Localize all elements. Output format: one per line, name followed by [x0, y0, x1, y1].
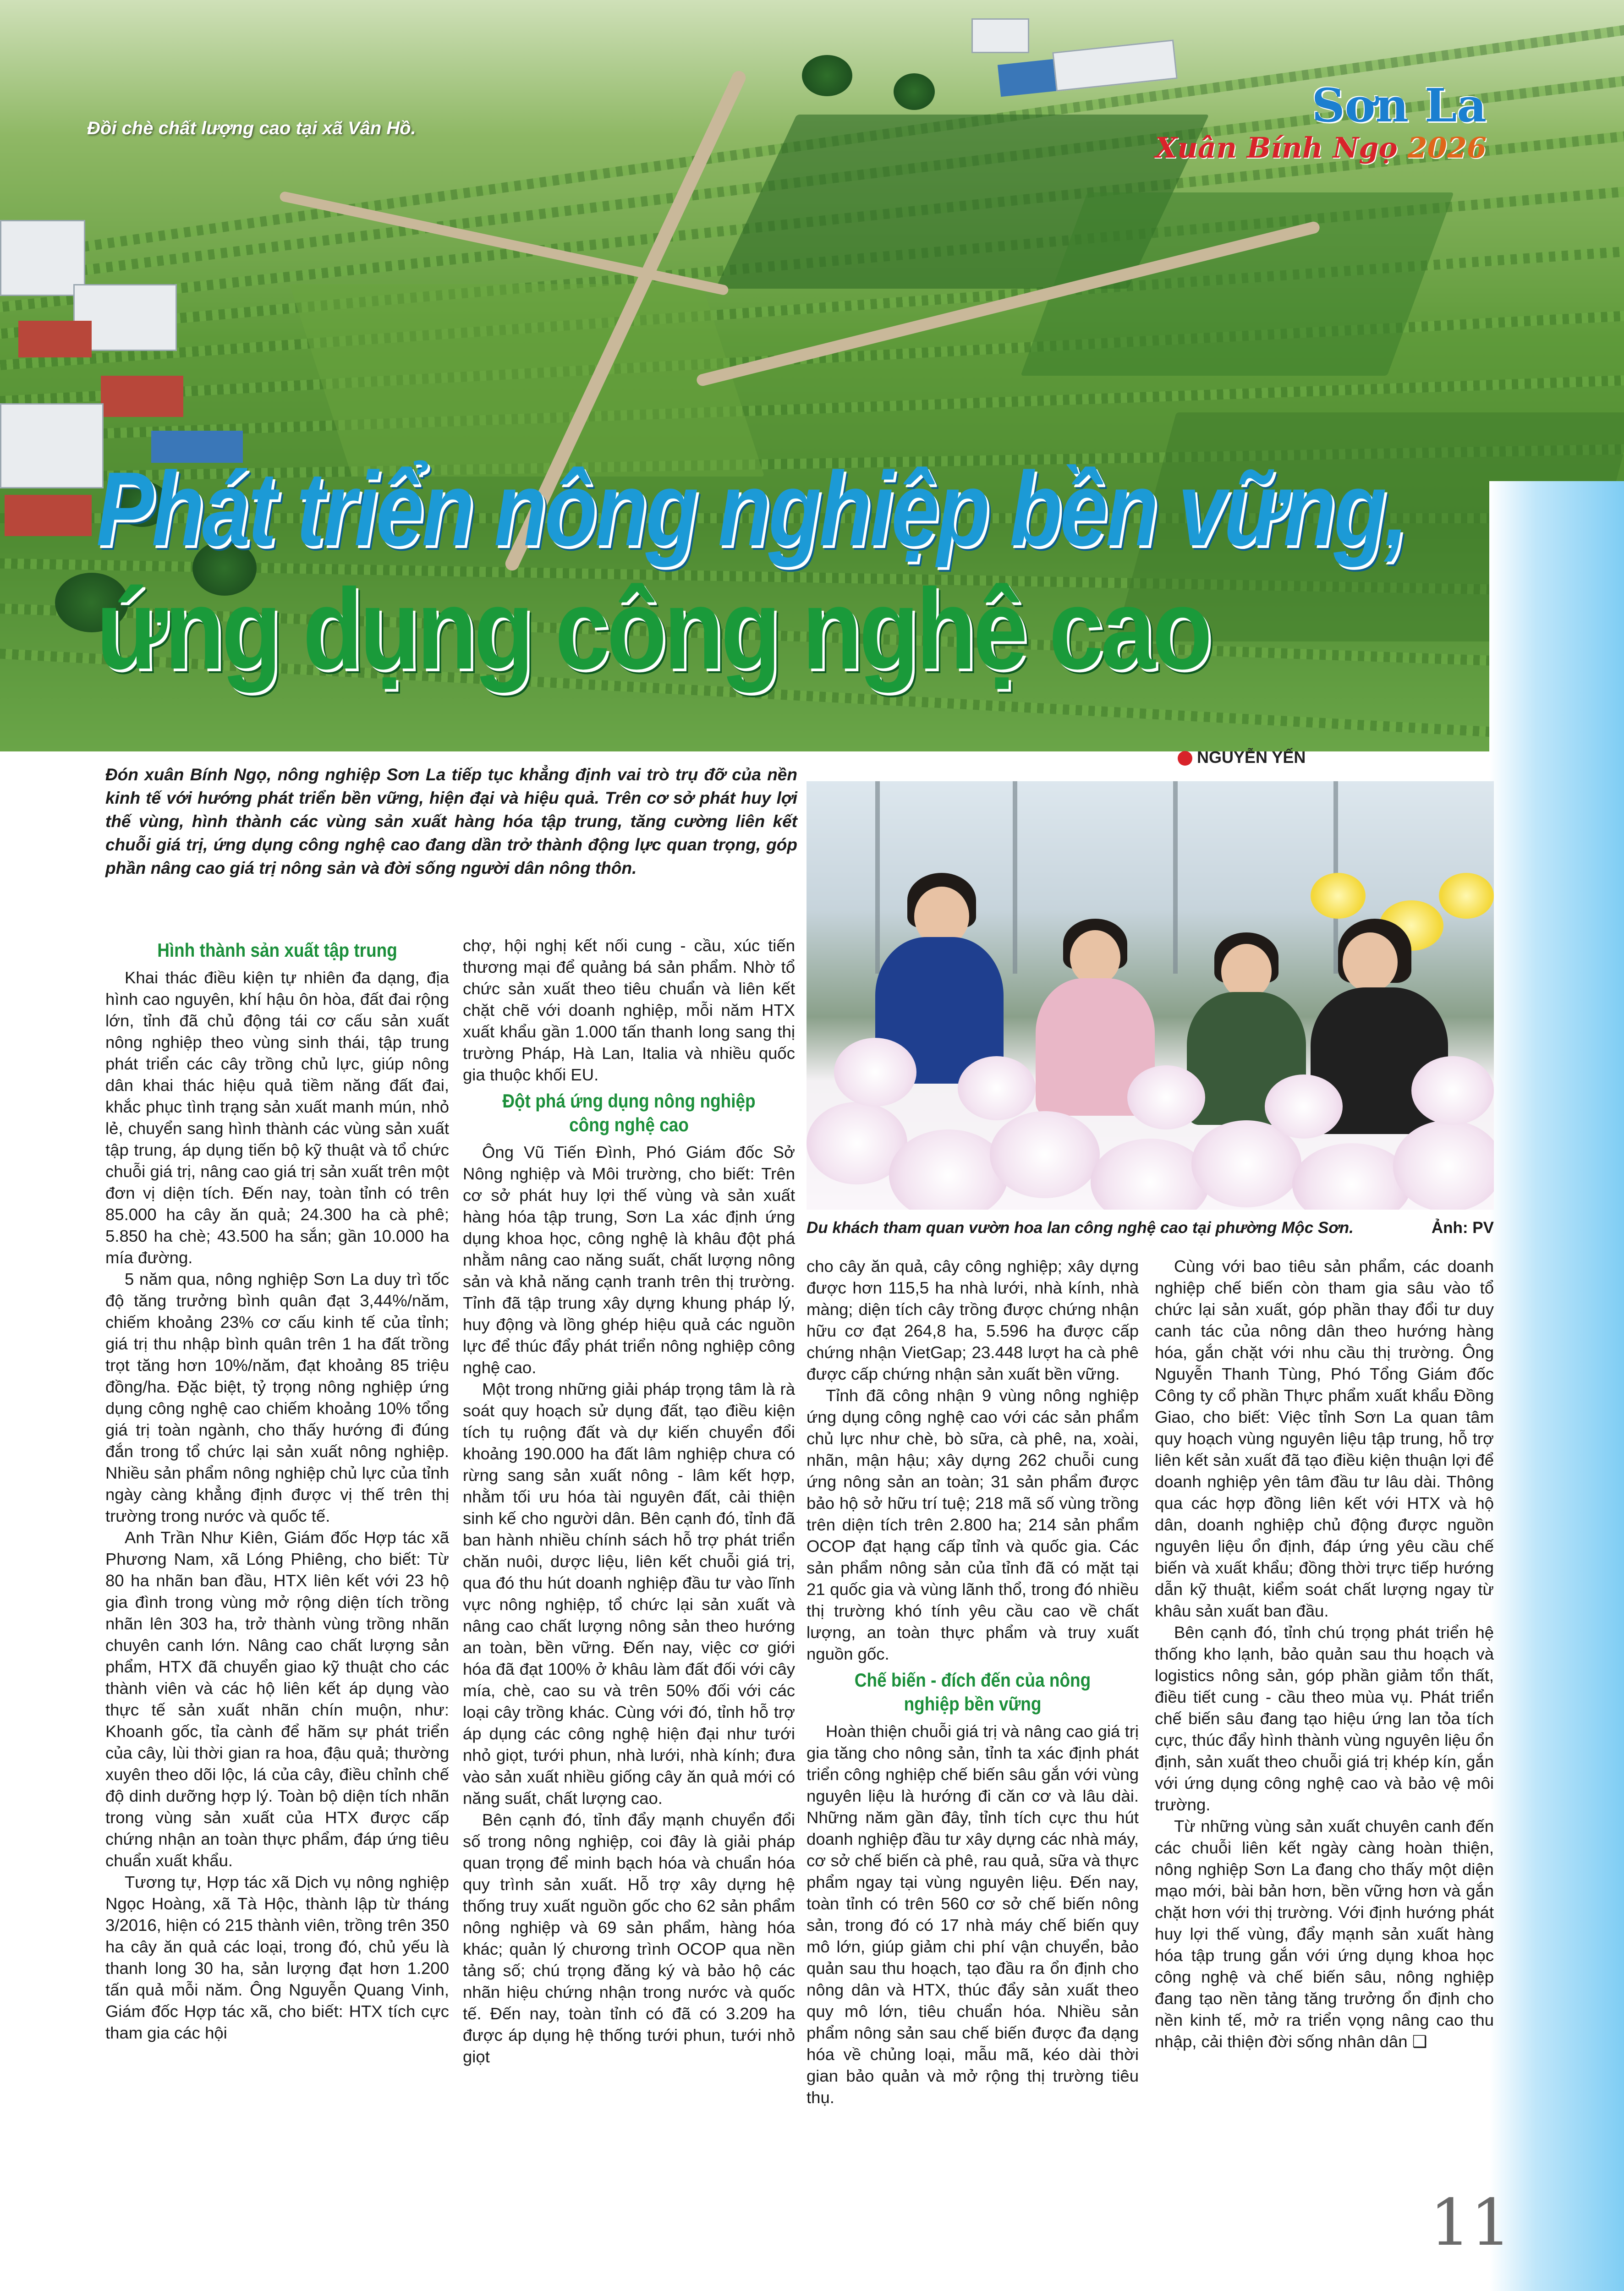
photo-caption — [807, 1219, 1494, 1237]
paragraph: Ông Vũ Tiến Đình, Phó Giám đốc Sở Nông nghiệp và Môi trường, cho biết: Trên cơ sở phát huy lợi thế vùng và sản xuất hàng hóa tập trung, Sơn La xác định ứng dụng khoa học, công nghệ là khâu đột phá nhằm nâng cao năng suất, chất lượng nông sản và khả năng cạnh tranh trên thị trường. Tỉnh đã tập trung xây dựng khung pháp lý, huy động và lồng ghép hiệu quả các nguồn lực để thúc đẩy phát triển nông nghiệp công nghệ cao. — [463, 1143, 795, 1377]
headline-line-1: Phát triển nông nghiệp bền vững, — [96, 450, 1406, 568]
section-heading: Đột phá ứng dụng nông nghiệp công nghệ cao — [502, 1090, 756, 1135]
paragraph: Một trong những giải pháp trọng tâm là rà soát quy hoạch sử dụng đất, tạo điều kiện tích tụ ruộng đất và dự kiến chuyển đổi khoảng 190.000 ha đất lâm nghiệp chưa có rừng sang sản xuất nông - lâm kết hợp, nhằm tối ưu hóa tài nguyên đất, cải thiện sinh kế cho người dân. Bên cạnh đó, tỉnh đã ban hành nhiều chính sách hỗ trợ phát triển chăn nuôi, dược liệu, liên kết chuỗi giá trị, qua đó thu hút doanh nghiệp đầu tư vào lĩnh vực nông nghiệp, tổ chức lại sản xuất và nâng cao chất lượng nông sản theo hướng an toàn, bền vững. Đến nay, việc cơ giới hóa đã đạt 100% ở khâu làm đất đối với cây mía, chè, cao su và trên 50% đối với các loại cây trồng khác. Cùng với đó, tỉnh hỗ trợ áp dụng các công nghệ hiện đại như tưới nhỏ giọt, tưới phun, nhà lưới, nhà kính; đưa vào sản xuất nhiều giống cây ăn quả mới có năng suất, chất lượng cao. — [463, 1380, 795, 1808]
paragraph: Từ những vùng sản xuất chuyên canh đến các chuỗi liên kết ngày càng hoàn thiện, nông nghiệp Sơn La đang cho thấy một diện mạo mới, bài bản hơn, bền vững hơn và gắn chặt hơn với thị trường. Với định hướng phát huy lợi thế vùng, đẩy mạnh sản xuất hàng hóa tập trung gắn với ứng dụng khoa học công nghệ và chế biến sâu, nông nghiệp đang tạo nền tảng tăng trưởng ổn định cho nền kinh tế, mở ra triển vọng nâng cao thu nhập, cải thiện đời sống nhân dân ❑ — [1155, 1817, 1494, 2051]
section-heading: Hình thành sản xuất tập trung — [157, 939, 397, 961]
paragraph: Hoàn thiện chuỗi giá trị và nâng cao giá trị gia tăng cho nông sản, tỉnh ta xác định phát triển công nghiệp chế biến sâu gắn với vùng nguyên liệu là hướng đi căn cơ và lâu dài. Những năm gần đây, tỉnh tích cực thu hút doanh nghiệp đầu tư xây dựng các nhà máy, cơ sở chế biến cà phê, rau quả, sữa và thực phẩm ngay tại vùng nguyên liệu. Đến nay, toàn tỉnh có trên 560 cơ sở chế biến nông sản, trong đó có 17 nhà máy chế biến quy mô lớn, giúp giảm chi phí vận chuyển, bảo quản sau thu hoạch, tạo đầu ra ổn định cho nông dân và HTX, thúc đẩy sản xuất theo quy mô lớn, tiêu chuẩn hóa. Nhiều sản phẩm nông sản sau chế biến được đa dạng hóa về chủng loại, mẫu mã, kéo dài thời gian bảo quản và mở rộng thị trường tiêu thụ. — [807, 1722, 1139, 2107]
side-decor-band — [1489, 481, 1624, 2291]
paragraph: Khai thác điều kiện tự nhiên đa dạng, địa hình cao nguyên, khí hậu ôn hòa, đất đai rộng lớn, tỉnh đã chủ động tái cơ cấu sản xuất nông nghiệp theo vùng sinh thái, tập trung phát triển các cây trồng chủ lực, giúp nông dân khai thác hiệu quả tiềm năng đất đai, khắc phục tình trạng sản xuất manh mún, nhỏ lẻ, chuyển sang hình thành các vùng sản xuất tập trung, áp dụng tiến bộ kỹ thuật và tổ chức chuỗi giá trị, nâng cao giá trị sản xuất trên một đơn vị diện tích. Đến nay, toàn tỉnh có trên 85.000 ha cây ăn quả; 24.300 ha cà phê; 5.850 ha chè; 43.500 ha sắn; gần 10.000 ha mía đường. — [105, 968, 449, 1267]
paragraph: cho cây ăn quả, cây công nghiệp; xây dựng được hơn 115,5 ha nhà lưới, nhà kính, nhà màng; diện tích cây trồng được chứng nhận hữu cơ đạt 264,8 ha, 5.596 ha được cấp chứng nhận VietGap; 23.448 lượt ha cà phê được cấp chứng nhận sản xuất bền vững. — [807, 1257, 1139, 1383]
brand-name: Sơn La — [1311, 78, 1487, 132]
brand-sub-text: Xuân Bính Ngọ — [1155, 131, 1398, 164]
brand-masthead — [1155, 78, 1487, 164]
paragraph: Cùng với bao tiêu sản phẩm, các doanh nghiệp chế biến còn tham gia sâu vào tổ chức lại sản xuất, góp phần thay đổi tư duy canh tác của nông dân theo hướng hàng hóa, gắn chặt với nhu cầu thị trường. Ông Nguyễn Thanh Tùng, Phó Tổng Giám đốc Công ty cổ phần Thực phẩm xuất khẩu Đồng Giao, cho biết: Việc tỉnh Sơn La quan tâm quy hoạch vùng nguyên liệu tập trung, hỗ trợ liên kết sản xuất đã tạo điều kiện thuận lợi để doanh nghiệp yên tâm đầu tư lâu dài. Thông qua các hợp đồng liên kết với HTX và hộ dân, doanh nghiệp chủ động được nguồn nguyên liệu ổn định, đáp ứng yêu cầu chế biến và xuất khẩu; đồng thời trực tiếp hướng dẫn kỹ thuật, kiểm soát chất lượng ngay từ khâu sản xuất ban đầu. — [1155, 1257, 1494, 1620]
paragraph: Anh Trần Như Kiên, Giám đốc Hợp tác xã Phương Nam, xã Lóng Phiêng, cho biết: Từ 80 ha nhãn ban đầu, HTX liên kết với 23 hộ gia đình trong vùng mở rộng diện tích trồng nhãn lên 303 ha, trở thành vùng trồng nhãn chuyên canh lớn. Nâng cao chất lượng sản phẩm, HTX đã chuyển giao kỹ thuật cho các thành viên và các hộ liên kết áp dụng vào thực tế sản xuất nhãn chín muộn, như: Khoanh gốc, tỉa cành để hãm sự phát triển của cây, lùi thời gian ra hoa, đậu quả; thường xuyên theo dõi lộc, lá của cây, điều chỉnh chế độ dinh dưỡng hợp lý. Toàn bộ diện tích nhãn trong vùng sản xuất của HTX được cấp chứng nhận an toàn thực phẩm, đáp ứng tiêu chuẩn xuất khẩu. — [105, 1528, 449, 1870]
article-column-1 — [105, 935, 449, 2044]
author-name: NGUYỄN YẾN — [1197, 748, 1306, 767]
paragraph: Tỉnh đã công nhận 9 vùng nông nghiệp ứng dụng công nghệ cao với các sản phẩm chủ lực như chè, bò sữa, cà phê, na, xoài, nhãn, mận hậu; xây dựng 262 chuỗi cung ứng nông sản an toàn; 31 sản phẩm được bảo hộ sở hữu trí tuệ; 218 mã số vùng trồng trên diện tích trên 2.800 ha; 214 sản phẩm OCOP đạt hạng cấp tỉnh và quốc gia. Các sản phẩm nông sản của tỉnh đã có mặt tại 21 quốc gia và vùng lãnh thổ, trong đó nhiều thị trường khó tính yêu cầu cao về chất lượng, an toàn thực phẩm và truy xuất nguồn gốc. — [807, 1386, 1139, 1663]
article-column-3 — [807, 1255, 1139, 2108]
article-column-2 — [463, 935, 795, 2067]
headline — [96, 450, 1425, 693]
photo-credit: Ảnh: PV — [1431, 1219, 1494, 1237]
paragraph: Bên cạnh đó, tỉnh đẩy mạnh chuyển đổi số trong nông nghiệp, coi đây là giải pháp quan trọng để minh bạch hóa và chuẩn hóa quy trình sản xuất. Hỗ trợ xây dựng hệ thống truy xuất nguồn gốc cho 62 sản phẩm nông nghiệp và 69 sản phẩm, hàng hóa khác; quản lý chương trình OCOP qua nền tảng số; chú trọng đăng ký và bảo hộ các nhãn hiệu chứng nhận trong nước và quốc tế. Đến nay, toàn tỉnh có đã có 3.209 ha được áp dụng hệ thống tưới phun, tưới nhỏ giọt — [463, 1810, 795, 2066]
paragraph: 5 năm qua, nông nghiệp Sơn La duy trì tốc độ tăng trưởng bình quân đạt 3,44%/năm, chiếm khoảng 23% cơ cấu kinh tế của tỉnh; giá trị thu nhập bình quân trên 1 ha đất trồng trọt tăng hơn 10%/năm, đạt khoảng 85 triệu đồng/ha. Đặc biệt, tỷ trọng nông nghiệp ứng dụng công nghệ cao chiếm khoảng 10% tổng giá trị toàn ngành, cho thấy hướng đi đúng đắn trong tổ chức lại sản xuất nông nghiệp. Nhiều sản phẩm nông nghiệp chủ lực của tỉnh ngày càng khẳng định được vị thế trên thị trường trong nước và quốc tế. — [105, 1270, 449, 1525]
article-column-4 — [1155, 1255, 1494, 2052]
paragraph: chợ, hội nghị kết nối cung - cầu, xúc tiến thương mại để quảng bá sản phẩm. Nhờ tổ chức sản xuất theo tiêu chuẩn và liên kết chặt chẽ với doanh nghiệp, mỗi năm HTX xuất khẩu gần 1.000 tấn thanh long sang thị trường Pháp, Hà Lan, Italia và nhiều quốc gia thuộc khối EU. — [463, 936, 795, 1084]
photo-caption-text: Du khách tham quan vườn hoa lan công nghệ cao tại phường Mộc Sơn. — [807, 1219, 1354, 1237]
red-dot-icon — [1178, 751, 1192, 766]
author-byline — [1178, 748, 1306, 767]
section-heading: Chế biến - đích đến của nông nghiệp bền vững — [854, 1669, 1091, 1715]
hero-caption: Đồi chè chất lượng cao tại xã Vân Hồ. — [87, 118, 416, 138]
paragraph: Tương tự, Hợp tác xã Dịch vụ nông nghiệp Ngọc Hoàng, xã Tà Hộc, thành lập từ tháng 3/2016, hiện có 215 thành viên, trồng trên 350 ha cây ăn quả các loại, trong đó, chủ yếu là thanh long 30 ha, sản lượng đạt hơn 1.200 tấn quả mỗi năm. Ông Nguyễn Quang Vinh, Giám đốc Hợp tác xã, cho biết: HTX tích cực tham gia các hội — [105, 1873, 449, 2042]
lead-paragraph: Đón xuân Bính Ngọ, nông nghiệp Sơn La tiếp tục khẳng định vai trò trụ đỡ của nền kinh tế với hướng phát triển bền vững, hiện đại và hiệu quả. Trên cơ sở phát huy lợi thế vùng, hình thành các vùng sản xuất hàng hóa tập trung, tăng cường liên kết chuỗi giá trị, ứng dụng công nghệ cao đang dần trở thành động lực quan trọng, góp phần nâng cao giá trị nông sản và đời sống người dân nông thôn. — [105, 765, 797, 877]
headline-line-2: ứng dụng công nghệ cao — [96, 565, 1209, 693]
brand-subtitle — [1155, 131, 1487, 164]
page-number: 11 — [1430, 2186, 1512, 2260]
paragraph: Bên cạnh đó, tỉnh chú trọng phát triển hệ thống kho lạnh, bảo quản sau thu hoạch và logistics nông sản, góp phần giảm tổn thất, điều tiết cung - cầu theo mùa vụ. Phát triển chế biến sâu đang tạo hiệu ứng lan tỏa tích cực, thúc đẩy hình thành vùng nguyên liệu ổn định, sản xuất theo chuỗi giá trị khép kín, gắn với ứng dụng công nghệ cao và bảo vệ môi trường. — [1155, 1623, 1494, 1814]
brand-year: 2026 — [1407, 131, 1487, 164]
orchid-greenhouse-photo — [807, 781, 1494, 1210]
